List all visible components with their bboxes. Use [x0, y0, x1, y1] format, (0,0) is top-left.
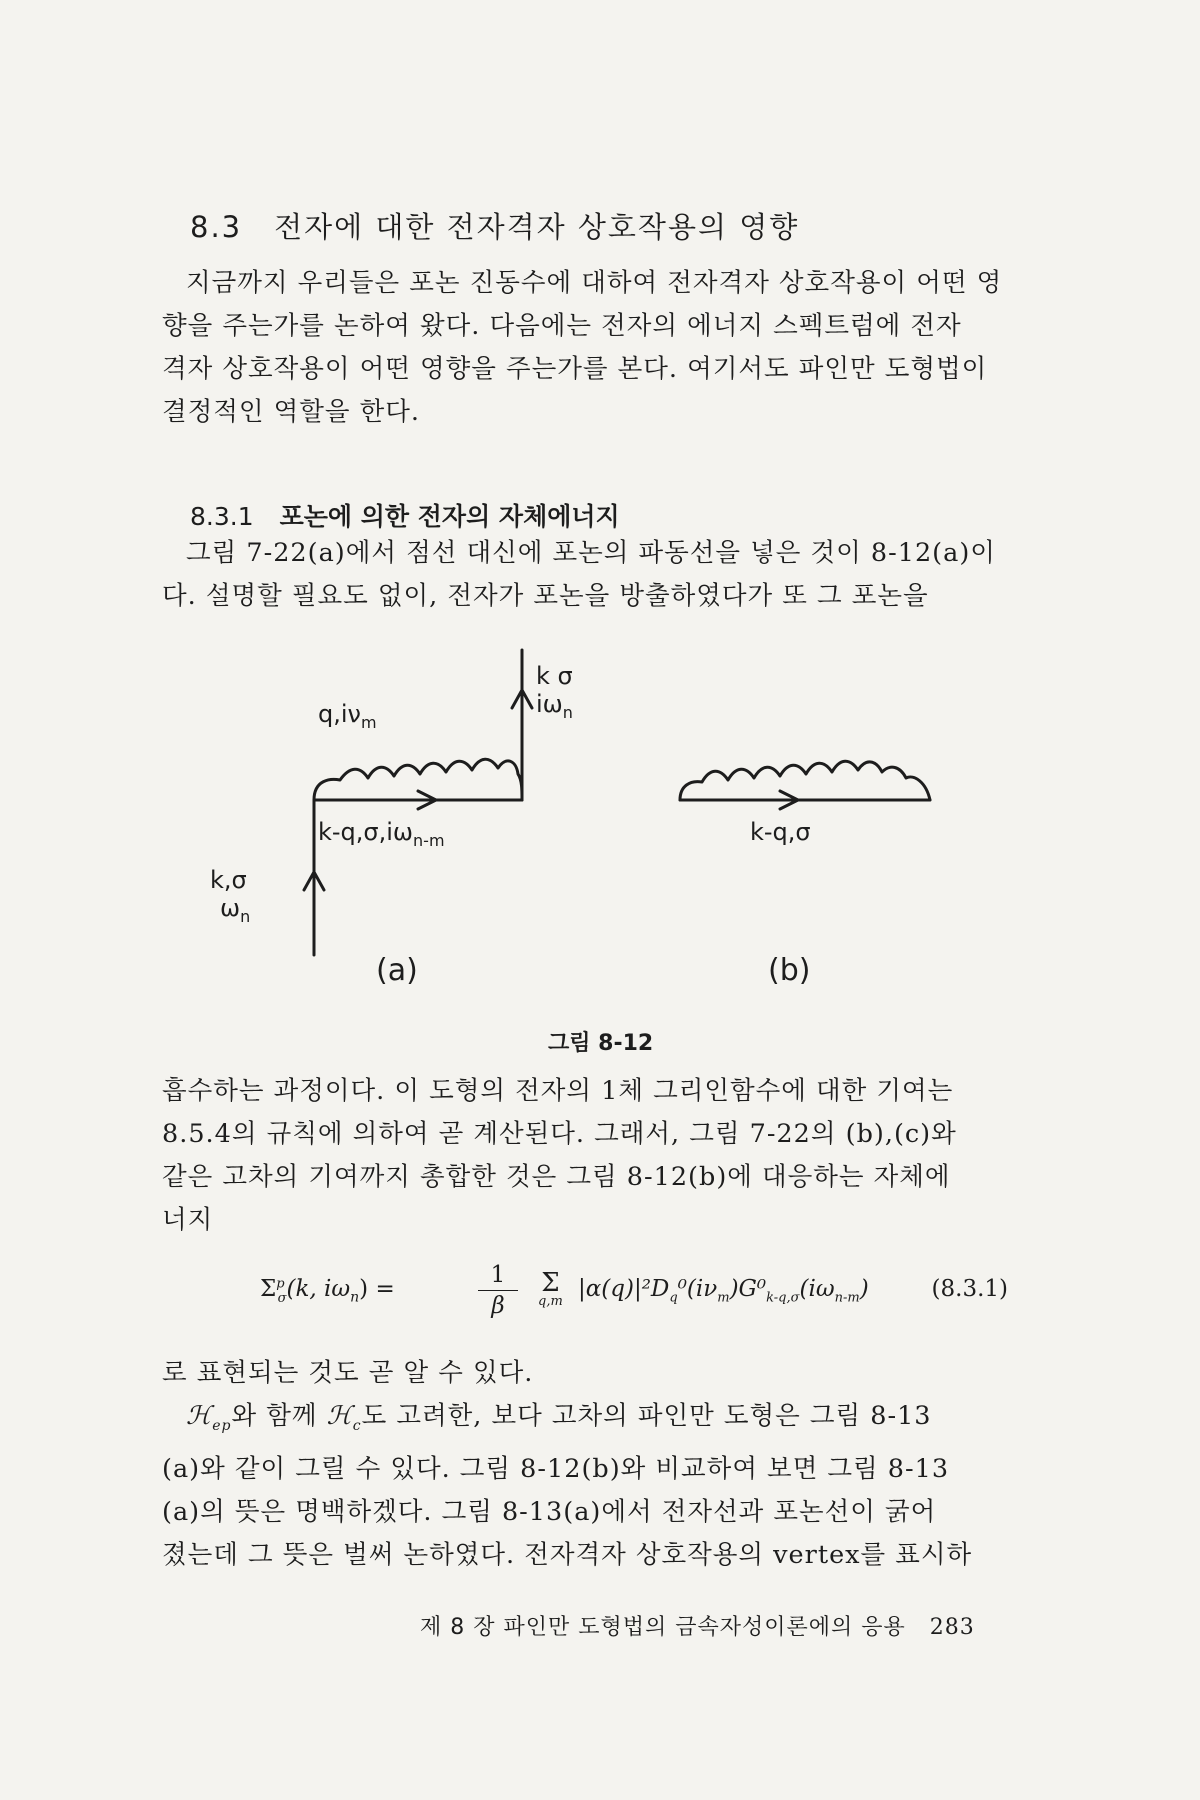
text-line: 다. 설명할 필요도 없이, 전자가 포논을 방출하였다가 또 그 포논을: [162, 581, 929, 611]
a-incoming-label: k,σ: [210, 866, 247, 894]
b-propagator-label: k-q,σ: [750, 818, 811, 846]
text-line: ℋ$_{ep}$와 함께 ℋ$_c$도 고려한, 보다 고차의 파인만 도형은 그림 8-13: [186, 1401, 932, 1435]
subsection-number: 8.3.1: [190, 502, 254, 531]
text-line: 너지: [162, 1205, 214, 1235]
section-heading: [190, 205, 799, 246]
a-outgoing-frequency-label: $i\omega_n$: [536, 690, 573, 722]
a-subfigure-tag: (a): [376, 953, 418, 988]
text-line: 그림 7-22(a)에서 점선 대신에 포논의 파동선을 넣은 것이 8-12(a)이: [186, 538, 996, 568]
page-number: 283: [929, 1615, 975, 1640]
a-incoming-frequency-label: $\omega_n$: [220, 894, 251, 926]
text-line: 격자 상호작용이 어떤 영향을 주는가를 본다. 여기서도 파인만 도형법이: [162, 354, 988, 384]
a-propagator-label: $k-q,\sigma,i\omega_{n-m}$: [318, 818, 445, 850]
text-line: 향을 주는가를 논하여 왔다. 다음에는 전자의 에너지 스펙트럼에 전자: [162, 311, 962, 341]
text-line: 로 표현되는 것도 곧 알 수 있다.: [162, 1358, 534, 1388]
text-line: 같은 고차의 기여까지 총합한 것은 그림 8-12(b)에 대응하는 자체에: [162, 1162, 951, 1192]
equation-number: (8.3.1): [931, 1276, 1008, 1302]
b-phonon-wavy-line: [680, 761, 930, 800]
equation-lhs: $\Sigma^p_\sigma(k$, $i\omega_n$) =: [260, 1276, 395, 1306]
equation-fraction: 1 β: [478, 1262, 518, 1319]
running-footer-chapter: 제 8 장 파인만 도형법의 금속자성이론에의 응용: [420, 1615, 906, 1640]
figure-caption: 그림 8-12: [548, 1031, 654, 1056]
subsection-paragraph: [162, 532, 1032, 618]
section-number: 8.3: [190, 210, 243, 244]
section-title-text: 전자에 대한 전자격자 상호작용의 영향: [274, 210, 800, 244]
after-figure-paragraph: [162, 1070, 1032, 1242]
text-line: (a)의 뜻은 명백하겠다. 그림 8-13(a)에서 전자선과 포논선이 굵어: [162, 1497, 937, 1528]
page-footer: [420, 1610, 975, 1641]
feynman-diagram-figure: [210, 640, 1030, 1020]
text-line: 8.5.4의 규칙에 의하여 곧 계산된다. 그래서, 그림 7-22의 (b),(c)와: [162, 1119, 957, 1149]
equation-sum: Σ q,m: [538, 1268, 563, 1309]
text-line: 지금까지 우리들은 포논 진동수에 대하여 전자격자 상호작용이 어떤 영: [186, 268, 1003, 298]
a-phonon-label: $q,i\nu_m$: [318, 700, 377, 732]
a-phonon-wavy-line: [314, 759, 522, 800]
subsection-title-text: 포논에 의한 전자의 자체에너지: [279, 502, 620, 531]
equation-rhs: $|\alpha(q)|^2D_q^0(i\nu_m)G^0_{k-q,\sigma}(i\omega_{n-m})$: [578, 1276, 869, 1306]
text-line: (a)와 같이 그릴 수 있다. 그림 8-12(b)와 비교하여 보면 그림 8-13: [162, 1454, 950, 1485]
intro-paragraph: [162, 262, 1032, 434]
closing-paragraph: [162, 1352, 1032, 1577]
text-line: 결정적인 역할을 한다.: [162, 397, 421, 427]
b-subfigure-tag: (b): [768, 953, 811, 988]
text-line: 흡수하는 과정이다. 이 도형의 전자의 1체 그리인함수에 대한 기여는: [162, 1076, 954, 1106]
subsection-heading: [190, 497, 620, 533]
a-outgoing-label: k σ: [536, 662, 573, 690]
text-line: 졌는데 그 뜻은 벌써 논하였다. 전자격자 상호작용의 vertex를 표시하: [162, 1540, 973, 1571]
equation-8-3-1: [260, 1262, 1040, 1332]
